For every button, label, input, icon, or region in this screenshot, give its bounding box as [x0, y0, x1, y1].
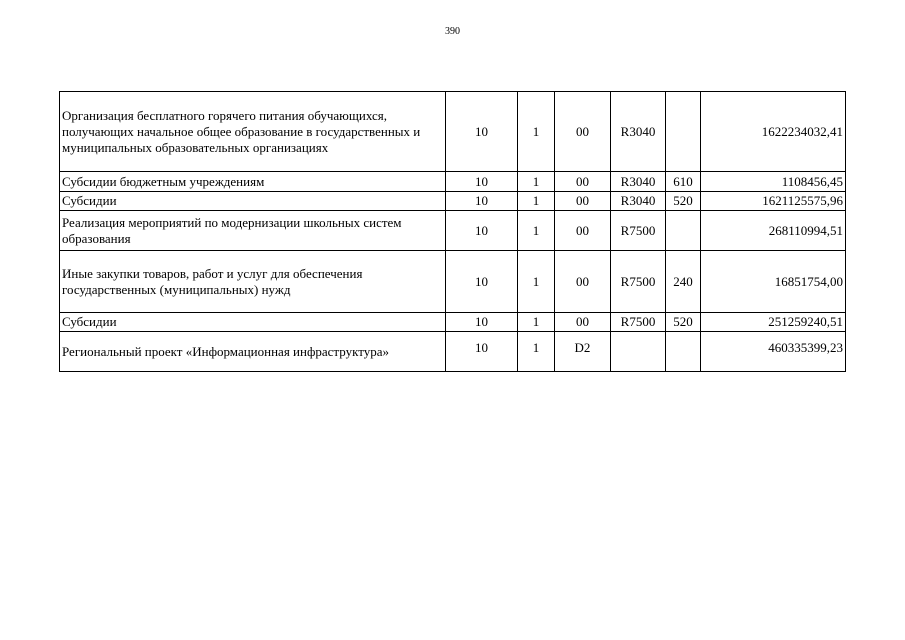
table-row — [60, 251, 846, 313]
row-direction: R7500 — [611, 251, 666, 313]
row-expense-type — [666, 211, 701, 251]
row-direction: R7500 — [611, 313, 666, 332]
table-row — [60, 92, 846, 172]
row-program: 00 — [555, 251, 611, 313]
table-row — [60, 332, 846, 372]
row-direction: R3040 — [611, 172, 666, 192]
row-section: 10 — [446, 192, 518, 211]
row-name: Региональный проект «Информационная инфраструктура» — [60, 332, 446, 372]
row-section: 10 — [446, 313, 518, 332]
row-section: 10 — [446, 172, 518, 192]
row-expense-type: 520 — [666, 313, 701, 332]
row-expense-type: 240 — [666, 251, 701, 313]
row-name: Иные закупки товаров, работ и услуг для обеспечения государственных (муниципальных) нужд — [60, 251, 446, 313]
row-direction — [611, 332, 666, 372]
row-amount: 16851754,00 — [701, 251, 846, 313]
row-amount: 251259240,51 — [701, 313, 846, 332]
row-program: D2 — [555, 332, 611, 372]
row-expense-type — [666, 92, 701, 172]
row-name: Субсидии — [60, 192, 446, 211]
row-amount: 460335399,23 — [701, 332, 846, 372]
row-subsection: 1 — [518, 192, 555, 211]
row-program: 00 — [555, 192, 611, 211]
row-expense-type — [666, 332, 701, 372]
row-name: Субсидии бюджетным учреждениям — [60, 172, 446, 192]
row-name: Организация бесплатного горячего питания обучающихся, получающих начальное общее образование в государственных и муниципальных образовательных организациях — [60, 92, 446, 172]
row-subsection: 1 — [518, 211, 555, 251]
row-amount: 1108456,45 — [701, 172, 846, 192]
row-subsection: 1 — [518, 172, 555, 192]
row-section: 10 — [446, 251, 518, 313]
row-section: 10 — [446, 92, 518, 172]
page-number: 390 — [445, 26, 460, 37]
row-expense-type: 520 — [666, 192, 701, 211]
budget-table — [59, 91, 846, 372]
row-name: Субсидии — [60, 313, 446, 332]
row-program: 00 — [555, 92, 611, 172]
row-amount: 1622234032,41 — [701, 92, 846, 172]
row-name: Реализация мероприятий по модернизации школьных систем образования — [60, 211, 446, 251]
row-expense-type: 610 — [666, 172, 701, 192]
row-section: 10 — [446, 211, 518, 251]
row-program: 00 — [555, 172, 611, 192]
row-amount: 268110994,51 — [701, 211, 846, 251]
table-row — [60, 211, 846, 251]
row-program: 00 — [555, 211, 611, 251]
row-subsection: 1 — [518, 251, 555, 313]
row-subsection: 1 — [518, 332, 555, 372]
row-program: 00 — [555, 313, 611, 332]
row-section: 10 — [446, 332, 518, 372]
table-row — [60, 313, 846, 332]
row-direction: R3040 — [611, 92, 666, 172]
row-direction: R3040 — [611, 192, 666, 211]
row-subsection: 1 — [518, 92, 555, 172]
row-amount: 1621125575,96 — [701, 192, 846, 211]
table-row — [60, 172, 846, 192]
row-subsection: 1 — [518, 313, 555, 332]
row-direction: R7500 — [611, 211, 666, 251]
table-row — [60, 192, 846, 211]
